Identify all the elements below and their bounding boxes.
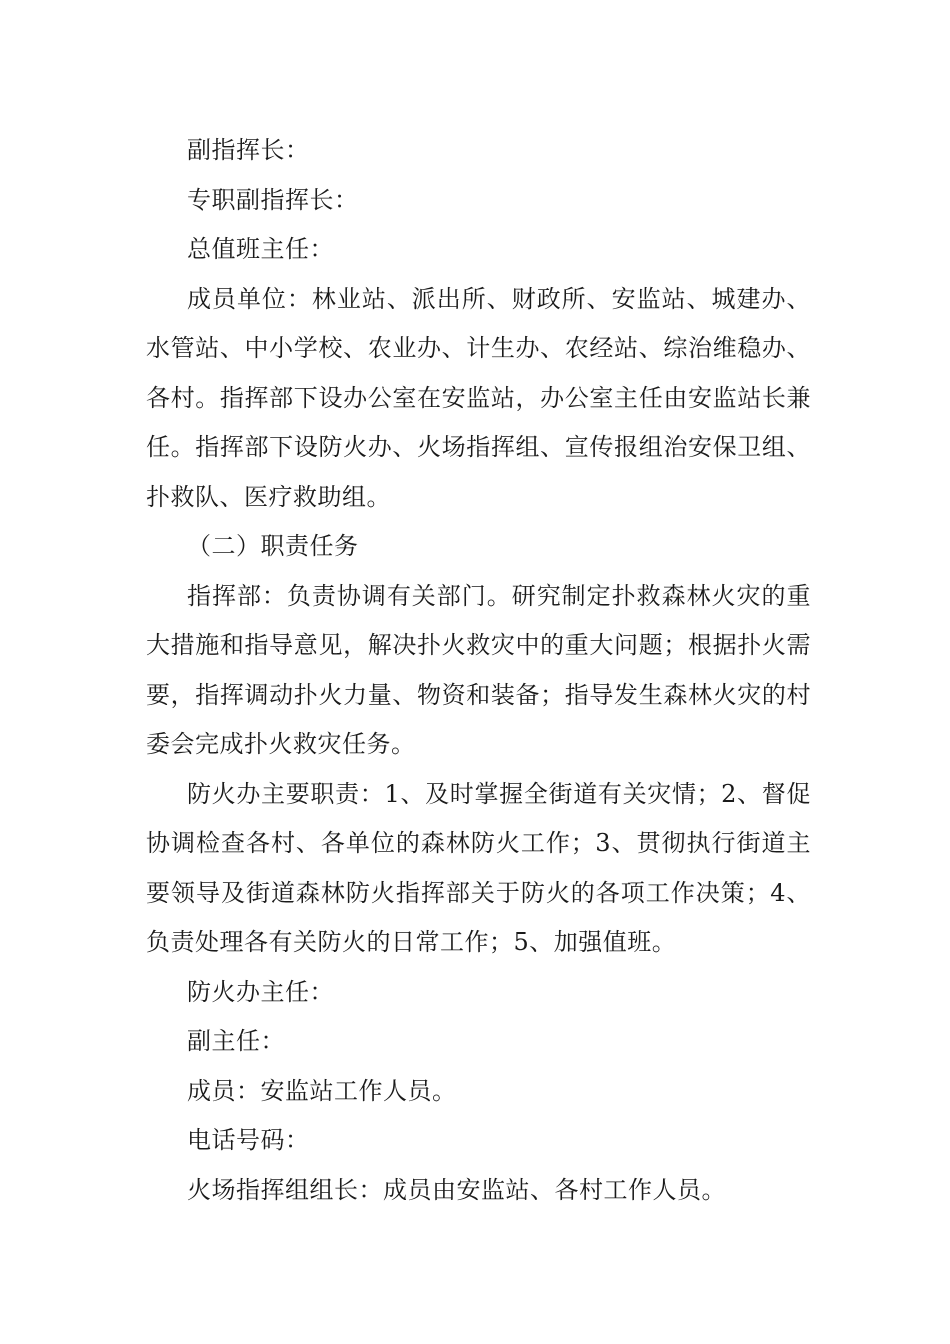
member-units-paragraph: 成员单位：林业站、派出所、财政所、安监站、城建办、水管站、中小学校、农业办、计生办、农经站、综治维稳办、各村。指挥部下设办公室在安监站，办公室主任由安监站长兼任。指挥部下设防火办、火场指挥组、宣传报组治安保卫组、扑救队、医疗救助组。 bbox=[146, 284, 811, 511]
fulltime-deputy-commander-line: 专职副指挥长： bbox=[187, 185, 359, 214]
members-line: 成员：安监站工作人员。 bbox=[187, 1076, 457, 1105]
headquarters-duties-paragraph: 指挥部：负责协调有关部门。研究制定扑救森林火灾的重大措施和指导意见，解决扑火救灾中的重大问题；根据扑火需要，指挥调动扑火力量、物资和装备；指导发生森林火灾的村委会完成扑火救灾任务。 bbox=[146, 581, 811, 758]
fire-scene-command-group-line: 火场指挥组组长：成员由安监站、各村工作人员。 bbox=[187, 1175, 726, 1204]
fire-office-director-line: 防火办主任： bbox=[187, 977, 334, 1006]
section-heading-duties: （二）职责任务 bbox=[187, 532, 359, 560]
fire-office-duties-paragraph: 防火办主要职责：1、及时掌握全街道有关灾情；2、督促协调检查各村、各单位的森林防火工作；3、贯彻执行街道主要领导及街道森林防火指挥部关于防火的各项工作决策；4、负责处理各有关防火的日常工作；5、加强值班。 bbox=[146, 779, 811, 956]
document-body bbox=[146, 126, 811, 1215]
phone-number-line: 电话号码： bbox=[187, 1126, 310, 1154]
deputy-director-line: 副主任： bbox=[187, 1027, 285, 1055]
chief-duty-director-line: 总值班主任： bbox=[187, 235, 334, 263]
deputy-commander-line: 副指挥长： bbox=[187, 136, 310, 164]
